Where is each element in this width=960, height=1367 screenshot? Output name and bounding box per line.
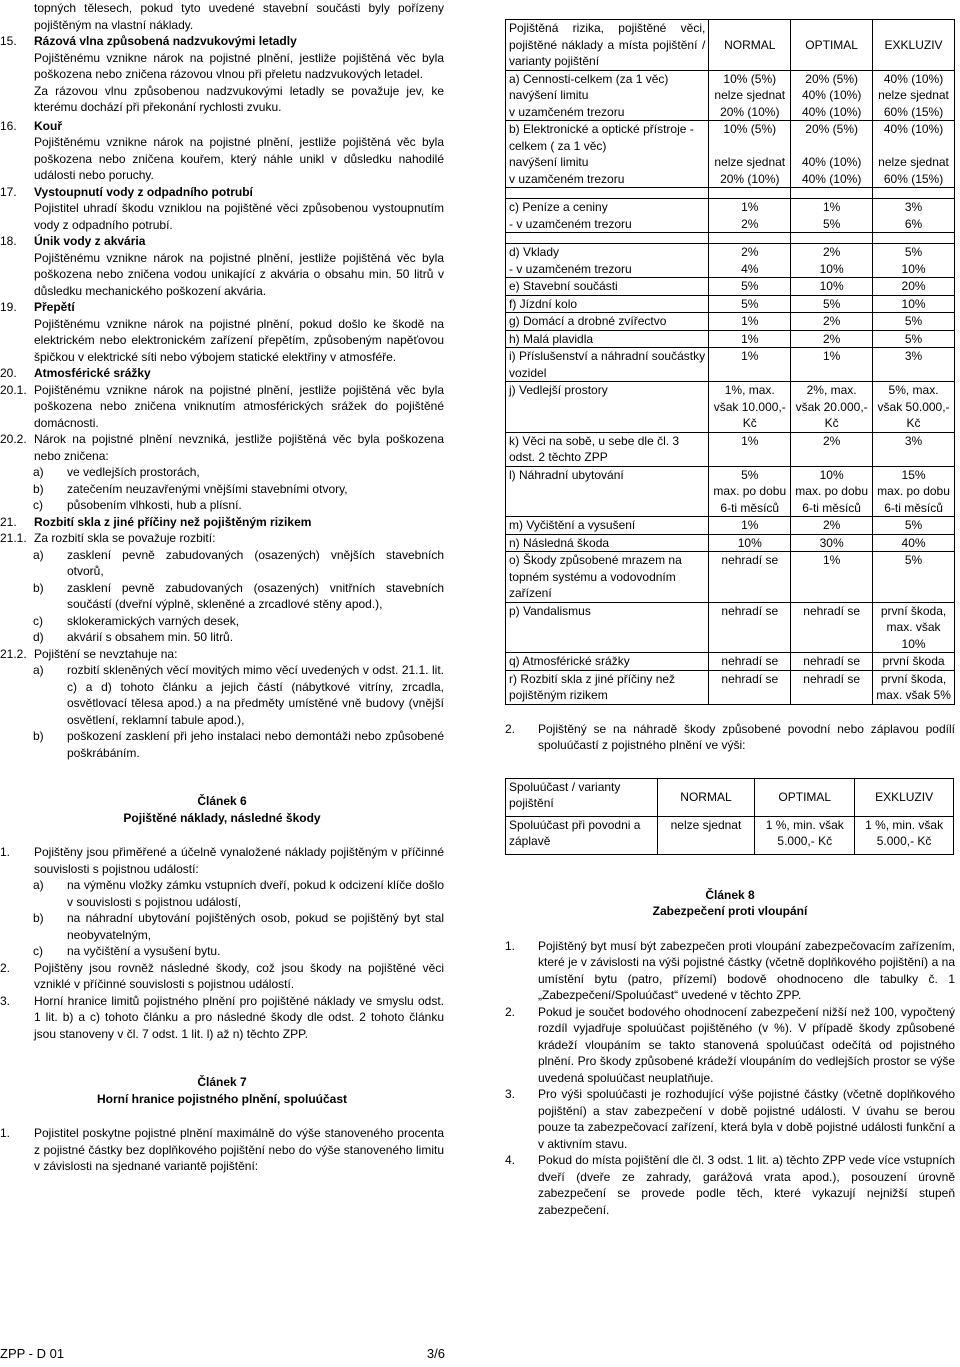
table-row (506, 816, 954, 854)
table-row (506, 199, 955, 233)
table-row (506, 313, 955, 331)
table-header (506, 20, 955, 71)
list-item: 4. Pokud do místa pojištění dle čl. 3 odst. 1 lit. a) těchto ZPP vede více vstupních dveří (dveře ze zahrady, garážová vrata apod.), posouzení úrovně zabezpečení se provede podle těch, které vykazují nejnižší stupeň zabezpečení. (505, 1153, 955, 1217)
table-cell: l) Náhradní ubytování (506, 466, 709, 517)
table-cell: c) Peníze a ceniny - v uzamčeném trezoru (506, 199, 709, 233)
list-item: a) na výměnu vložky zámku vstupních dveří, pokud k odcizení klíče došlo v souvislosti s pojistnou událostí, (33, 878, 444, 909)
article-6-para-1: 1. Pojištěny jsou přiměřené a účelně vynaložené náklady pojištěným v příčinné souvislosti s pojistnou událostí: (0, 845, 444, 876)
table-cell: 5% (709, 278, 791, 296)
table-cell: 5% (873, 330, 955, 348)
table-cell: 20% (873, 278, 955, 296)
table-row (506, 70, 955, 121)
article-7-para-2: 2. Pojištěný se na náhradě škody způsobené povodní nebo záplavou podílí spoluúčastí z pojistného plnění ve výši: (505, 721, 955, 752)
table-header-cell: NORMAL (709, 20, 791, 71)
table-cell: nehradí se (791, 670, 873, 704)
list-item: c) působením vlhkosti, hub a plísní. (33, 498, 242, 512)
table-cell: 2% (791, 517, 873, 535)
article-6-para-2: 2. Pojištěny jsou rovněž následné škody, což jsou škody na pojištěné věci vzniklé v příčinné souvislosti s pojistnou událostí. (0, 960, 444, 991)
article-8-list (505, 938, 955, 1219)
section-19: 19. Přepětí Pojištěnému vznikne nárok na pojistné plnění, pokud došlo ke škodě na elektrickém nebo elektronickém zařízení přepětím, způsobeným napěťovou špičkou v elektrické síti nebo výbojem statické elektřiny v atmosféře. (0, 300, 444, 364)
table-cell: 20% (5%) 40% (10%) 40% (10%) (791, 121, 873, 188)
table-cell: d) Vklady - v uzamčeném trezoru (506, 244, 709, 278)
table-row (506, 517, 955, 535)
table-cell: k) Věci na sobě, u sebe dle čl. 3 odst. 2 těchto ZPP (506, 432, 709, 466)
table-cell: p) Vandalismus (506, 602, 709, 653)
table-row (506, 653, 955, 671)
table-header-cell: Spoluúčast / varianty pojištění (506, 778, 658, 816)
list-item: 3. Pro výši spoluúčasti je rozhodující výše pojistné částky (včetně doplňkového pojištění) a stav zabezpečení v době pojistné události. V úvahu se berou pouze ta zabezpečovací zařízení, která byla v době pojistné události funkční a v aktivním stavu. (505, 1087, 955, 1151)
section-title: Rázová vlna způsobená nadzvukovými letadly (34, 34, 297, 48)
list-item: 1. Pojištěný byt musí být zabezpečen proti vloupání zabezpečovacím zařízením, které je v závislosti na výši pojistné částky (včetně doplňkového pojištění) a na umístění bytu (patro, přízemí) bodově ohodnoceno dle tabulky č. 1 „Zabezpečení/Spoluúčast“ uvedené v těchto ZPP. (505, 938, 955, 1002)
table-cell: j) Vedlejší prostory (506, 382, 709, 433)
table-row (506, 121, 955, 188)
table-cell: r) Rozbití skla z jiné příčiny než pojištěným rizikem (506, 670, 709, 704)
list-item: d) akvárií s obsahem min. 50 litrů. (33, 630, 234, 644)
table-cell: 10% (5%) nelze sjednat 20% (10%) (709, 70, 791, 121)
table-cell: 10% (791, 278, 873, 296)
table-cell: 10% max. po dobu 6-ti měsíců (791, 466, 873, 517)
table-spacer (506, 233, 955, 244)
table-cell: Spoluúčast při povodni a záplavě (506, 816, 658, 854)
table-cell: 1% 5% (791, 199, 873, 233)
list-item: a) zasklení pevně zabudovaných (osazených) vnějších stavebních otvorů, (33, 547, 444, 578)
section-15: 15. Rázová vlna způsobená nadzvukovými letadly Pojištěnému vznikne nárok na pojistné plnění, jestliže pojištěná věc byla poškozena nebo zničena rázovou vlnou při přeletu nadzvukových letadel. Za rázovou vlnu způsobenou nadzvukovými letadly se považuje jev, ke kterému dochází při překonání rychlosti zvuku. (0, 34, 444, 114)
table-cell: 5% max. po dobu 6-ti měsíců (709, 466, 791, 517)
table-cell: 5% (873, 313, 955, 331)
section-21-1: 21.1. Za rozbití skla se považuje rozbití: (0, 531, 216, 545)
table-cell: b) Elektronické a optické přístroje - celkem ( za 1 věc) navýšení limitu v uzamčeném trezoru (506, 121, 709, 188)
table-cell: 2% 4% (709, 244, 791, 278)
table-cell: o) Škody způsobené mrazem na topném systému a vodovodním zařízení (506, 552, 709, 603)
table-cell: n) Následná škoda (506, 534, 709, 552)
table-cell: nehradí se (709, 670, 791, 704)
table-cell: 1% (709, 432, 791, 466)
table-cell: 5% 10% (873, 244, 955, 278)
table-row (506, 602, 955, 653)
table-row (506, 382, 955, 433)
table-cell: 2% (791, 313, 873, 331)
list-item: c) na vyčištění a vysušení bytu. (33, 944, 221, 958)
table-row (506, 466, 955, 517)
section-title: Rozbití skla z jiné příčiny než pojištěným rizikem (34, 514, 312, 529)
section-18: 18. Únik vody z akvária Pojištěnému vznikne nárok na pojistné plnění, jestliže pojištěná věc byla poškozena nebo zničena vodou unikající z akvária o obsahu min. 50 litrů v důsledku mechanického poškození akvária. (0, 234, 444, 298)
article-7-heading: Článek 7 Horní hranice pojistného plnění, spoluúčast (96, 1075, 348, 1106)
table-cell: 40% (10%) nelze sjednat 60% (15%) (873, 70, 955, 121)
table-cell: první škoda (873, 653, 955, 671)
table-cell: nehradí se (709, 653, 791, 671)
list-item: 2. Pokud je součet bodového ohodnocení zabezpečení nižší než 100, vypočtený rozdíl vyjadřuje spoluúčast pojištěného (v %). V případě škody způsobené krádeží vloupáním se takto stanovená spoluúčast odečítá od pojistného plnění. Pro škody způsobené krádeží vloupáním do vedlejších prostor se výše uvedená spoluúčast neuplatňuje. (505, 1004, 955, 1085)
section-16: 16. Kouř Pojištěnému vznikne nárok na pojistné plnění, jestliže pojištěná věc byla poškozena nebo zničena kouřem, který náhle unikl v důsledku nahodilé události nebo poruchy. (0, 118, 444, 182)
table-cell: e) Stavební součásti (506, 278, 709, 296)
table-cell: 5% (873, 552, 955, 603)
list-item: b) zasklení pevně zabudovaných (osazených) vnitřních stavebních součástí (dveřní výplně, skleněné a zrcadlové stěny apod.), (33, 580, 444, 611)
table-cell: 5%, max. však 50.000,- Kč (873, 382, 955, 433)
table-row (506, 670, 955, 704)
section-17: 17. Vystoupnutí vody z odpadního potrubí Pojistitel uhradí škodu vzniklou na pojištěné věci způsobenou vystoupnutím vody z odpadního potrubí. (0, 184, 444, 232)
table-cell: 1% (709, 313, 791, 331)
table-cell: nelze sjednat (657, 816, 755, 854)
table-row (506, 348, 955, 382)
table-cell: 1%, max. však 10.000,- Kč (709, 382, 791, 433)
intro-text: topných tělesech, pokud tyto uvedené stavební součásti byly pořízeny pojištěným na vlastní náklady. (34, 1, 444, 32)
document-code: ZPP - D 01 (0, 1346, 65, 1361)
table-cell: 5% (873, 517, 955, 535)
table-cell: první škoda, max. však 10% (873, 602, 955, 653)
table-cell: první škoda, max. však 5% (873, 670, 955, 704)
article-6-para-3: 3. Horní hranice limitů pojistného plnění pro pojištěné náklady ve smyslu odst. 1 lit. b) a c) tohoto článku a pro následné škody dle odst. 2 tohoto článku jsou stanoveny v čl. 7 odst. 1 lit. l) až n) těchto ZPP. (0, 993, 444, 1041)
section-title: Atmosférické srážky (34, 366, 151, 380)
table-cell: 1 %, min. však 5.000,- Kč (855, 816, 954, 854)
left-column (0, 0, 444, 1175)
list-item: a) ve vedlejších prostorách, (33, 465, 200, 479)
table-cell: 1% (791, 348, 873, 382)
table-cell: 20% (5%) 40% (10%) 40% (10%) (791, 70, 873, 121)
table-cell: nehradí se (791, 653, 873, 671)
list-item: b) poškození zasklení při jeho instalaci nebo demontáži nebo způsobené poškrábáním. (33, 729, 444, 760)
list-item: c) sklokeramických varných desek, (33, 613, 240, 628)
table-cell: 40% (10%) nelze sjednat 60% (15%) (873, 121, 955, 188)
table-header-cell: Pojištěná rizika, pojištěné věci, pojištěné náklady a místa pojištění / varianty pojištění (506, 20, 709, 71)
table-row (506, 552, 955, 603)
coinsurance-table (505, 778, 954, 855)
table-spacer (506, 188, 955, 199)
table-header-cell: EXKLUZIV (855, 778, 954, 816)
section-20: 20. Atmosférické srážky (0, 366, 151, 380)
article-8-heading: Článek 8 Zabezpečení proti vloupání (652, 887, 808, 918)
table-row (506, 534, 955, 552)
table-cell: 2%, max. však 20.000,- Kč (791, 382, 873, 433)
table-cell: f) Jízdní kolo (506, 295, 709, 313)
table-cell: 1% (709, 348, 791, 382)
table-cell: 1% (709, 517, 791, 535)
section-title: Kouř (34, 118, 62, 133)
page-number: 3/6 (426, 1346, 445, 1361)
section-title: Únik vody z akvária (34, 234, 146, 248)
limits-table-body (506, 70, 955, 704)
section-20-1: 20.1. Pojištěnému vznikne nárok na pojistné plnění, jestliže pojištěná věc byla poškozena nebo zničena vniknutím atmosférických srážek do pojištěné domácnosti. (0, 382, 444, 430)
list-item: b) na náhradní ubytování pojištěných osob, pokud se pojištěný byt stal neobyvatelným, (33, 911, 444, 942)
table-header (506, 778, 954, 816)
article-6-heading: Článek 6 Pojištěné náklady, následné škody (123, 794, 321, 825)
table-cell: nehradí se (709, 602, 791, 653)
table-cell: 1% (791, 552, 873, 603)
list-item: a) rozbití skleněných věcí movitých mimo věcí uvedených v odst. 21.1. lit. c) a d) tohoto článku a jejich částí (nábytkové vitríny, zrcadla, osvětlovací tělesa apod.) a na předměty umístěné vně budovy (vnější osvětlení, reklamní tabule apod.), (33, 663, 444, 727)
table-cell: m) Vyčištění a vysušení (506, 517, 709, 535)
section-title: Vystoupnutí vody z odpadního potrubí (34, 184, 253, 199)
table-cell: 1% (709, 330, 791, 348)
table-row (506, 278, 955, 296)
table-cell: 15% max. po dobu 6-ti měsíců (873, 466, 955, 517)
table-cell: h) Malá plavidla (506, 330, 709, 348)
table-cell: a) Cennosti-celkem (za 1 věc) navýšení limitu v uzamčeném trezoru (506, 70, 709, 121)
table-row (506, 330, 955, 348)
table-cell: q) Atmosférické srážky (506, 653, 709, 671)
table-cell: 2% (791, 330, 873, 348)
table-cell: g) Domácí a drobné zvířectvo (506, 313, 709, 331)
article-7-para-1: 1. Pojistitel poskytne pojistné plnění maximálně do výše stanoveného procenta z pojistné částky bez doplňkového pojištění nebo do výše stanoveného limitu v závislosti na sjednané variantě pojištění: (0, 1126, 444, 1173)
page-footer (0, 1346, 445, 1363)
table-cell: i) Příslušenství a náhradní součástky vozidel (506, 348, 709, 382)
table-cell: nehradí se (709, 552, 791, 603)
table-header-cell: EXKLUZIV (873, 20, 955, 71)
table-cell: 10% (5%) nelze sjednat 20% (10%) (709, 121, 791, 188)
table-cell: nehradí se (791, 602, 873, 653)
table-cell: 30% (791, 534, 873, 552)
table-row (506, 244, 955, 278)
table-cell: 5% (709, 295, 791, 313)
table-cell: 2% (791, 432, 873, 466)
table-row (506, 432, 955, 466)
table-cell: 3% (873, 348, 955, 382)
table-header-cell: OPTIMAL (755, 778, 855, 816)
list-item: b) zatečením neuzavřenými vnějšími stavebními otvory, (33, 481, 348, 496)
table-row (506, 295, 955, 313)
table-cell: 2% 10% (791, 244, 873, 278)
table-cell: 1% 2% (709, 199, 791, 233)
limits-table (505, 19, 955, 705)
table-cell: 1 %, min. však 5.000,- Kč (755, 816, 855, 854)
section-20-2: 20.2. Nárok na pojistné plnění nevzniká, jestliže pojištěná věc byla poškozena nebo zničena: (0, 432, 444, 463)
section-title: Přepětí (34, 300, 75, 314)
section-21: 21. Rozbití skla z jiné příčiny než pojištěným rizikem (0, 514, 312, 529)
table-cell: 3% (873, 432, 955, 466)
table-cell: 5% (791, 295, 873, 313)
table-header-cell: NORMAL (657, 778, 755, 816)
table-cell: 10% (873, 295, 955, 313)
table-cell: 40% (873, 534, 955, 552)
section-21-2: 21.2. Pojištění se nevztahuje na: (0, 646, 178, 661)
right-column (505, 0, 955, 1218)
table-header-cell: OPTIMAL (791, 20, 873, 71)
table-cell: 10% (709, 534, 791, 552)
table-cell: 3% 6% (873, 199, 955, 233)
